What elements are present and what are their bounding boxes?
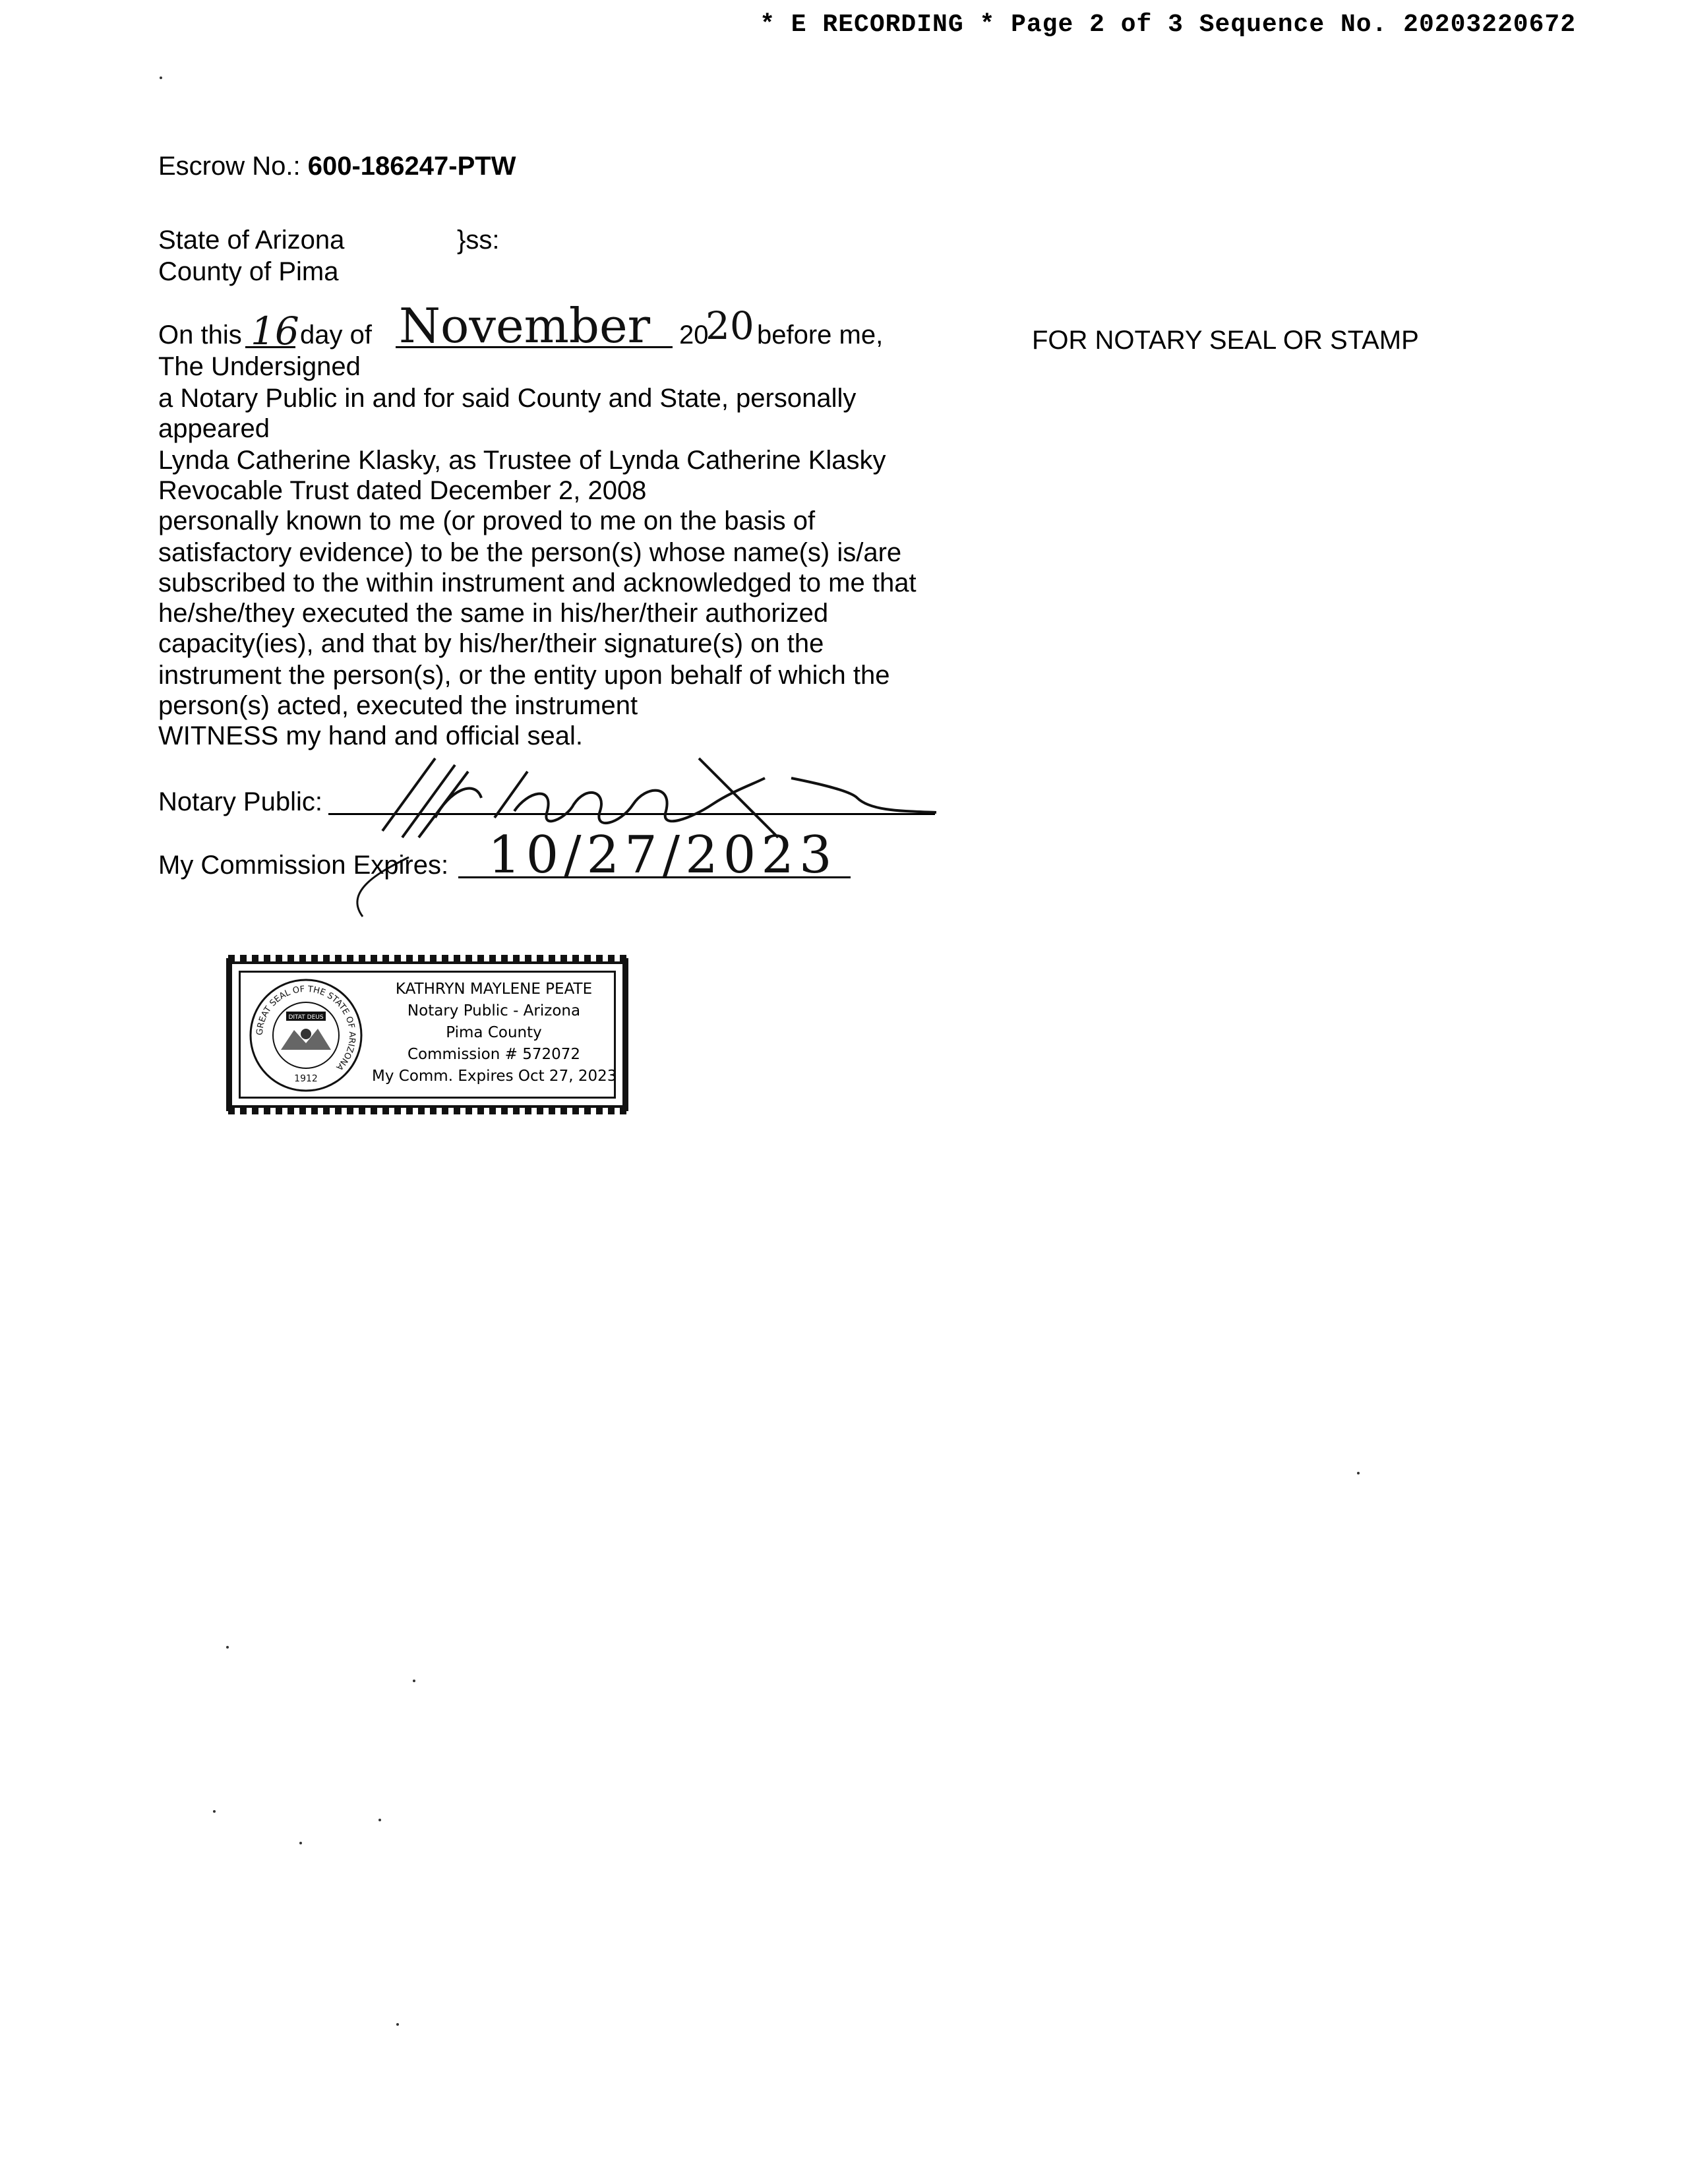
stamp-notary-title: Notary Public - Arizona — [407, 1002, 581, 1019]
year-prefix: 20 — [679, 320, 709, 349]
scan-speck — [413, 1680, 415, 1682]
escrow-number: 600-186247-PTW — [307, 152, 516, 181]
ack-line-2: appeared — [158, 414, 270, 443]
stamp-border-top — [228, 955, 626, 961]
stamp-text-block — [372, 979, 616, 1087]
venue-ss: }ss: — [457, 226, 500, 255]
stamp-notary-name: KATHRYN MAYLENE PEATE — [395, 981, 593, 998]
escrow-label: Escrow No.: — [158, 152, 301, 181]
scan-speck — [213, 1810, 216, 1813]
ack-body-2: satisfactory evidence) to be the person(s) whose name(s) is/are — [158, 538, 902, 567]
recording-header: * E RECORDING * Page 2 of 3 Sequence No. 20203220672 — [760, 11, 1576, 39]
stamp-county: Pima County — [446, 1024, 542, 1041]
officer-name: The Undersigned — [158, 352, 361, 381]
seal-ring-text: GREAT SEAL OF THE STATE OF ARIZONA — [255, 984, 357, 1072]
ack-body-6: instrument the person(s), or the entity upon behalf of which the — [158, 661, 890, 690]
svg-text:GREAT SEAL OF THE STATE OF ARI — [255, 985, 357, 1072]
scan-speck — [299, 1842, 302, 1844]
scan-speck — [396, 2023, 399, 2026]
venue-county: County of Pima — [158, 257, 339, 286]
notary-stamp — [226, 958, 628, 1111]
seal-year: 1912 — [294, 1074, 318, 1084]
notary-public-label: Notary Public: — [158, 787, 322, 816]
venue-state: State of Arizona — [158, 226, 345, 255]
signer-line-1: Lynda Catherine Klasky, as Trustee of Lynda Catherine Klasky — [158, 446, 886, 475]
seal-motto: DITAT DEUS — [288, 1014, 324, 1021]
scan-speck — [160, 76, 162, 79]
ack-body-3: subscribed to the within instrument and acknowledged to me that — [158, 568, 917, 597]
stamp-border-bottom — [228, 1108, 626, 1114]
arizona-seal-icon — [248, 977, 364, 1093]
ack-body-5: capacity(ies), and that by his/her/their signature(s) on the — [158, 629, 824, 658]
day-handwritten: 16 — [251, 309, 299, 353]
scan-speck — [378, 1819, 381, 1821]
year-handwritten: 20 — [706, 303, 754, 348]
commission-handwritten: 10/27/2023 — [488, 826, 837, 885]
seal-area-label: FOR NOTARY SEAL OR STAMP — [1032, 326, 1419, 355]
ack-body-7: person(s) acted, executed the instrument — [158, 691, 638, 720]
signer-line-2: Revocable Trust dated December 2, 2008 — [158, 476, 647, 505]
witness-line: WITNESS my hand and official seal. — [158, 721, 583, 750]
ack-body-1: personally known to me (or proved to me on the basis of — [158, 506, 816, 535]
escrow-line — [158, 150, 516, 182]
month-handwritten: November — [399, 298, 651, 353]
day-of-label: day of — [300, 320, 372, 349]
before-me-label: before me, — [757, 320, 884, 349]
ack-body-4: he/she/they executed the same in his/her/their authorized — [158, 599, 829, 628]
scan-speck — [1357, 1472, 1360, 1474]
scan-speck — [226, 1646, 229, 1649]
on-this-label: On this — [158, 320, 242, 349]
commission-label: My Commission Expires: — [158, 851, 449, 880]
stamp-commission: Commission # 572072 — [407, 1046, 581, 1063]
stamp-expires: My Comm. Expires Oct 27, 2023 — [372, 1068, 617, 1085]
ack-line-1: a Notary Public in and for said County and State, personally — [158, 384, 857, 413]
